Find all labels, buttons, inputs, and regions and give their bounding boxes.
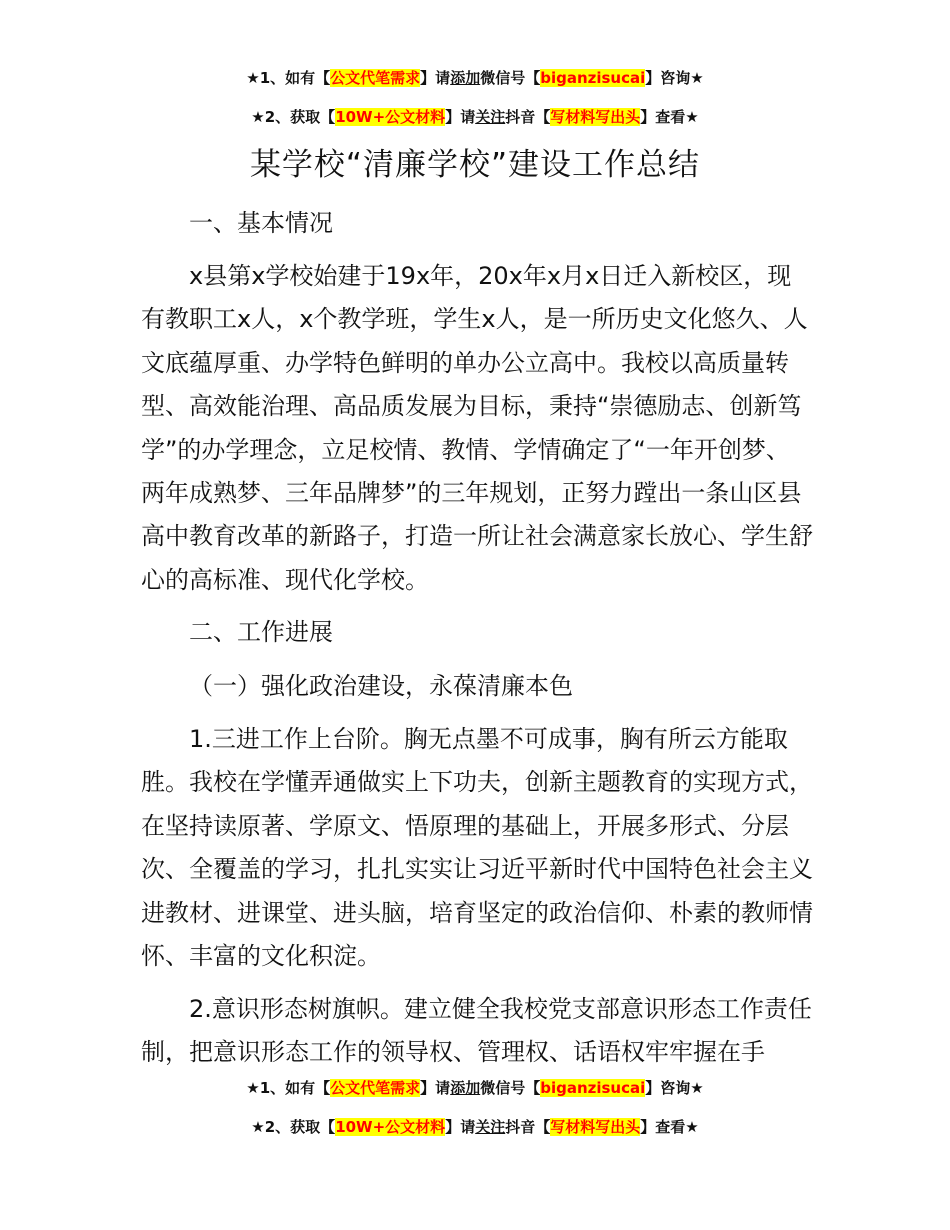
- subsection-heading-political: （一）强化政治建设，永葆清廉本色: [189, 672, 573, 700]
- banner-highlight: 公文代笔需求: [330, 69, 421, 87]
- banner-text: 微信号【: [480, 69, 541, 87]
- banner-text: 微信号【: [480, 1079, 541, 1097]
- document-title: 某学校“清廉学校”建设工作总结: [249, 147, 701, 183]
- banner-highlight: biganzisucai: [540, 69, 646, 87]
- banner-underline-text: 添加: [450, 69, 481, 87]
- banner-highlight: 10W+公文材料: [335, 108, 446, 126]
- promo-banner-top-line2: [0, 106, 950, 128]
- banner-text: 】咨询★: [645, 69, 704, 87]
- banner-highlight: 10W+公文材料: [335, 1118, 446, 1136]
- paragraph-item-1: 1.三进工作上台阶。胸无点墨不可成事，胸有所云方能取胜。我校在学懂弄通做实上下功夫，创新主题教育的实现方式，在坚持读原著、学原文、悟原理的基础上，开展多形式、分层次、全覆盖的学习，扎扎实实让习近平新时代中国特色社会主义进教材、进课堂、进头脑，培育坚定的政治信仰、朴素的教师情怀、丰富的文化积淀。: [141, 725, 813, 971]
- banner-text: 抖音【: [505, 1118, 551, 1136]
- banner-text: 】请: [445, 1118, 476, 1136]
- banner-text: ★1、如有【: [246, 69, 331, 87]
- promo-banner-top-line1: [0, 67, 950, 89]
- paragraph-item-2: 2.意识形态树旗帜。建立健全我校党支部意识形态工作责任制，把意识形态工作的领导权、管理权、话语权牢牢握在手: [141, 995, 812, 1067]
- banner-underline-text: 添加: [450, 1079, 481, 1097]
- banner-text: 】咨询★: [645, 1079, 704, 1097]
- banner-text: 】请: [420, 69, 451, 87]
- banner-text: 】请: [445, 108, 476, 126]
- banner-text: ★2、获取【: [251, 1118, 336, 1136]
- banner-highlight: 写材料写出头: [550, 1118, 641, 1136]
- section-heading-progress: 二、工作进展: [189, 618, 333, 646]
- banner-text: 抖音【: [505, 108, 551, 126]
- banner-highlight: 写材料写出头: [550, 108, 641, 126]
- banner-text: ★1、如有【: [246, 1079, 331, 1097]
- banner-underline-text: 关注: [475, 1118, 506, 1136]
- banner-text: ★2、获取【: [251, 108, 336, 126]
- banner-underline-text: 关注: [475, 108, 506, 126]
- section-heading-basic-info: 一、基本情况: [189, 209, 333, 237]
- banner-highlight: biganzisucai: [540, 1079, 646, 1097]
- banner-text: 】查看★: [640, 108, 699, 126]
- banner-text: 】查看★: [640, 1118, 699, 1136]
- paragraph-basic-info: x县第x学校始建于19x年，20x年x月x日迁入新校区，现有教职工x人，x个教学班，学生x人，是一所历史文化悠久、人文底蕴厚重、办学特色鲜明的单办公立高中。我校以高质量转型、高效能治理、高品质发展为目标，秉持“崇德励志、创新笃学”的办学理念，立足校情、教情、学情确定了“一年开创梦、两年成熟梦、三年品牌梦”的三年规划，正努力蹚出一条山区县高中教育改革的新路子，打造一所让社会满意家长放心、学生舒心的高标准、现代化学校。: [141, 262, 813, 594]
- banner-text: 】请: [420, 1079, 451, 1097]
- promo-banner-bottom-line2: [0, 1116, 950, 1138]
- banner-highlight: 公文代笔需求: [330, 1079, 421, 1097]
- promo-banner-bottom-line1: [0, 1077, 950, 1099]
